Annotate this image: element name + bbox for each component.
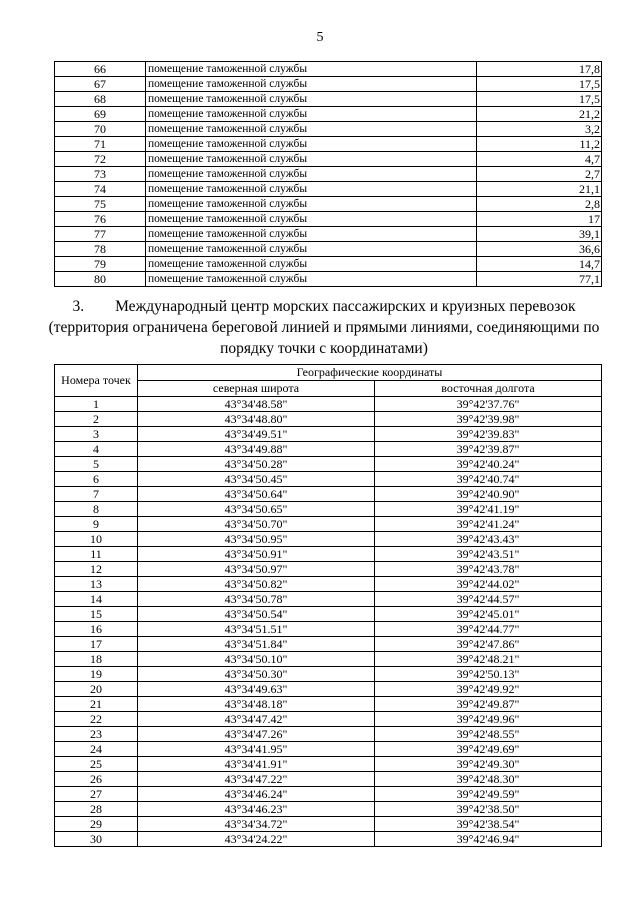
point-latitude: 43°34'49.51" <box>138 427 375 442</box>
point-number: 17 <box>55 637 138 652</box>
point-latitude: 43°34'50.82" <box>138 577 375 592</box>
table-row <box>55 787 602 802</box>
point-latitude: 43°34'46.23" <box>138 802 375 817</box>
point-number: 4 <box>55 442 138 457</box>
point-number: 28 <box>55 802 138 817</box>
point-latitude: 43°34'50.70" <box>138 517 375 532</box>
point-latitude: 43°34'48.80" <box>138 412 375 427</box>
room-name: помещение таможенной службы <box>146 242 477 257</box>
room-name: помещение таможенной службы <box>146 152 477 167</box>
table-row <box>55 427 602 442</box>
table-row <box>55 77 602 92</box>
point-longitude: 39°42'41.19" <box>375 502 602 517</box>
point-latitude: 43°34'49.63" <box>138 682 375 697</box>
table-row <box>55 742 602 757</box>
table-row <box>55 242 602 257</box>
point-longitude: 39°42'38.50" <box>375 802 602 817</box>
point-latitude: 43°34'24.22" <box>138 832 375 847</box>
room-area: 3,2 <box>477 122 602 137</box>
table-row <box>55 257 602 272</box>
table-row <box>55 227 602 242</box>
point-latitude: 43°34'49.88" <box>138 442 375 457</box>
room-number: 73 <box>55 167 146 182</box>
point-longitude: 39°42'49.69" <box>375 742 602 757</box>
header-longitude: восточная долгота <box>375 381 602 397</box>
areas-table-body <box>55 62 602 287</box>
table-row <box>55 607 602 622</box>
room-area: 4,7 <box>477 152 602 167</box>
point-longitude: 39°42'40.24" <box>375 457 602 472</box>
table-row <box>55 637 602 652</box>
point-number: 13 <box>55 577 138 592</box>
table-row <box>55 682 602 697</box>
table-row <box>55 577 602 592</box>
room-number: 72 <box>55 152 146 167</box>
point-latitude: 43°34'47.26" <box>138 727 375 742</box>
room-number: 66 <box>55 62 146 77</box>
table-row <box>55 137 602 152</box>
room-number: 67 <box>55 77 146 92</box>
table-row <box>55 62 602 77</box>
point-latitude: 43°34'51.51" <box>138 622 375 637</box>
room-area: 21,2 <box>477 107 602 122</box>
section-number: 3. <box>72 298 85 315</box>
point-latitude: 43°34'50.45" <box>138 472 375 487</box>
point-longitude: 39°42'40.74" <box>375 472 602 487</box>
point-longitude: 39°42'43.43" <box>375 532 602 547</box>
table-row <box>55 757 602 772</box>
table-row <box>55 502 602 517</box>
room-area: 2,7 <box>477 167 602 182</box>
point-longitude: 39°42'40.90" <box>375 487 602 502</box>
point-number: 25 <box>55 757 138 772</box>
point-number: 30 <box>55 832 138 847</box>
point-longitude: 39°42'43.51" <box>375 547 602 562</box>
room-area: 2,8 <box>477 197 602 212</box>
room-area: 36,6 <box>477 242 602 257</box>
room-area: 14,7 <box>477 257 602 272</box>
room-name: помещение таможенной службы <box>146 212 477 227</box>
room-area: 17,5 <box>477 77 602 92</box>
point-longitude: 39°42'41.24" <box>375 517 602 532</box>
point-longitude: 39°42'48.55" <box>375 727 602 742</box>
room-area: 39,1 <box>477 227 602 242</box>
room-name: помещение таможенной службы <box>146 92 477 107</box>
table-row <box>55 397 602 412</box>
table-row <box>55 712 602 727</box>
point-number: 22 <box>55 712 138 727</box>
room-number: 71 <box>55 137 146 152</box>
point-latitude: 43°34'50.54" <box>138 607 375 622</box>
table-row <box>55 562 602 577</box>
point-latitude: 43°34'47.22" <box>138 772 375 787</box>
point-longitude: 39°42'39.98" <box>375 412 602 427</box>
point-latitude: 43°34'50.91" <box>138 547 375 562</box>
room-name: помещение таможенной службы <box>146 77 477 92</box>
room-number: 68 <box>55 92 146 107</box>
point-longitude: 39°42'46.94" <box>375 832 602 847</box>
room-name: помещение таможенной службы <box>146 272 477 287</box>
room-number: 76 <box>55 212 146 227</box>
coordinates-subheader-row <box>55 381 602 397</box>
room-name: помещение таможенной службы <box>146 257 477 272</box>
point-longitude: 39°42'44.57" <box>375 592 602 607</box>
point-latitude: 43°34'50.97" <box>138 562 375 577</box>
table-row <box>55 472 602 487</box>
point-number: 3 <box>55 427 138 442</box>
room-number: 77 <box>55 227 146 242</box>
point-latitude: 43°34'34.72" <box>138 817 375 832</box>
point-latitude: 43°34'41.95" <box>138 742 375 757</box>
room-name: помещение таможенной службы <box>146 197 477 212</box>
section-title-line <box>44 296 604 317</box>
table-row <box>55 167 602 182</box>
point-longitude: 39°42'38.54" <box>375 817 602 832</box>
point-number: 6 <box>55 472 138 487</box>
room-name: помещение таможенной службы <box>146 122 477 137</box>
point-number: 12 <box>55 562 138 577</box>
point-number: 21 <box>55 697 138 712</box>
point-longitude: 39°42'44.02" <box>375 577 602 592</box>
point-number: 5 <box>55 457 138 472</box>
point-number: 8 <box>55 502 138 517</box>
room-number: 80 <box>55 272 146 287</box>
table-row <box>55 457 602 472</box>
point-longitude: 39°42'45.01" <box>375 607 602 622</box>
point-number: 9 <box>55 517 138 532</box>
table-row <box>55 272 602 287</box>
room-number: 75 <box>55 197 146 212</box>
point-longitude: 39°42'49.96" <box>375 712 602 727</box>
room-name: помещение таможенной службы <box>146 107 477 122</box>
table-row <box>55 622 602 637</box>
point-number: 29 <box>55 817 138 832</box>
table-row <box>55 152 602 167</box>
point-number: 15 <box>55 607 138 622</box>
room-number: 70 <box>55 122 146 137</box>
point-longitude: 39°42'49.30" <box>375 757 602 772</box>
point-latitude: 43°34'48.58" <box>138 397 375 412</box>
point-longitude: 39°42'39.83" <box>375 427 602 442</box>
table-row <box>55 442 602 457</box>
table-row <box>55 547 602 562</box>
room-number: 74 <box>55 182 146 197</box>
point-longitude: 39°42'48.21" <box>375 652 602 667</box>
table-row <box>55 697 602 712</box>
room-area: 17,8 <box>477 62 602 77</box>
point-longitude: 39°42'49.59" <box>375 787 602 802</box>
table-row <box>55 412 602 427</box>
table-row <box>55 212 602 227</box>
room-area: 11,2 <box>477 137 602 152</box>
table-row <box>55 727 602 742</box>
point-number: 16 <box>55 622 138 637</box>
point-longitude: 39°42'37.76" <box>375 397 602 412</box>
room-name: помещение таможенной службы <box>146 167 477 182</box>
room-number: 78 <box>55 242 146 257</box>
point-latitude: 43°34'50.64" <box>138 487 375 502</box>
table-row <box>55 667 602 682</box>
room-area: 77,1 <box>477 272 602 287</box>
point-number: 18 <box>55 652 138 667</box>
page-number: 5 <box>316 30 324 45</box>
point-latitude: 43°34'50.28" <box>138 457 375 472</box>
room-area: 17 <box>477 212 602 227</box>
table-row <box>55 652 602 667</box>
point-latitude: 43°34'51.84" <box>138 637 375 652</box>
table-row <box>55 122 602 137</box>
point-latitude: 43°34'50.10" <box>138 652 375 667</box>
point-longitude: 39°42'39.87" <box>375 442 602 457</box>
point-longitude: 39°42'44.77" <box>375 622 602 637</box>
point-longitude: 39°42'47.86" <box>375 637 602 652</box>
point-number: 20 <box>55 682 138 697</box>
point-latitude: 43°34'48.18" <box>138 697 375 712</box>
point-number: 26 <box>55 772 138 787</box>
room-name: помещение таможенной службы <box>146 227 477 242</box>
section-title: Международный центр морских пассажирских и круизных перевозок <box>115 298 576 315</box>
point-number: 7 <box>55 487 138 502</box>
point-number: 24 <box>55 742 138 757</box>
table-row <box>55 487 602 502</box>
point-number: 27 <box>55 787 138 802</box>
point-longitude: 39°42'49.92" <box>375 682 602 697</box>
table-row <box>55 182 602 197</box>
table-row <box>55 532 602 547</box>
section-heading <box>44 296 604 359</box>
point-latitude: 43°34'41.91" <box>138 757 375 772</box>
room-number: 79 <box>55 257 146 272</box>
table-row <box>55 802 602 817</box>
point-number: 14 <box>55 592 138 607</box>
room-number: 69 <box>55 107 146 122</box>
header-point-number: Номера точек <box>55 365 138 397</box>
point-longitude: 39°42'48.30" <box>375 772 602 787</box>
section-subtitle: (территория ограничена береговой линией и прямыми линиями, соединяющими по порядку точки с координатами) <box>48 319 600 357</box>
table-row <box>55 772 602 787</box>
point-latitude: 43°34'50.65" <box>138 502 375 517</box>
point-latitude: 43°34'47.42" <box>138 712 375 727</box>
room-name: помещение таможенной службы <box>146 182 477 197</box>
room-name: помещение таможенной службы <box>146 137 477 152</box>
point-latitude: 43°34'50.95" <box>138 532 375 547</box>
point-number: 23 <box>55 727 138 742</box>
table-row <box>55 107 602 122</box>
table-row <box>55 517 602 532</box>
header-geo-coords: Географические координаты <box>138 365 602 381</box>
point-longitude: 39°42'43.78" <box>375 562 602 577</box>
room-area: 21,1 <box>477 182 602 197</box>
room-area: 17,5 <box>477 92 602 107</box>
coordinates-header-row <box>55 365 602 381</box>
point-latitude: 43°34'46.24" <box>138 787 375 802</box>
table-row <box>55 592 602 607</box>
coordinates-table <box>54 364 602 847</box>
point-number: 1 <box>55 397 138 412</box>
point-number: 11 <box>55 547 138 562</box>
table-row <box>55 832 602 847</box>
table-row <box>55 92 602 107</box>
point-latitude: 43°34'50.30" <box>138 667 375 682</box>
point-longitude: 39°42'49.87" <box>375 697 602 712</box>
point-number: 10 <box>55 532 138 547</box>
point-latitude: 43°34'50.78" <box>138 592 375 607</box>
point-number: 2 <box>55 412 138 427</box>
table-row <box>55 817 602 832</box>
coordinates-table-body <box>55 397 602 847</box>
room-name: помещение таможенной службы <box>146 62 477 77</box>
areas-table <box>54 61 602 287</box>
point-longitude: 39°42'50.13" <box>375 667 602 682</box>
header-latitude: северная широта <box>138 381 375 397</box>
point-number: 19 <box>55 667 138 682</box>
table-row <box>55 197 602 212</box>
